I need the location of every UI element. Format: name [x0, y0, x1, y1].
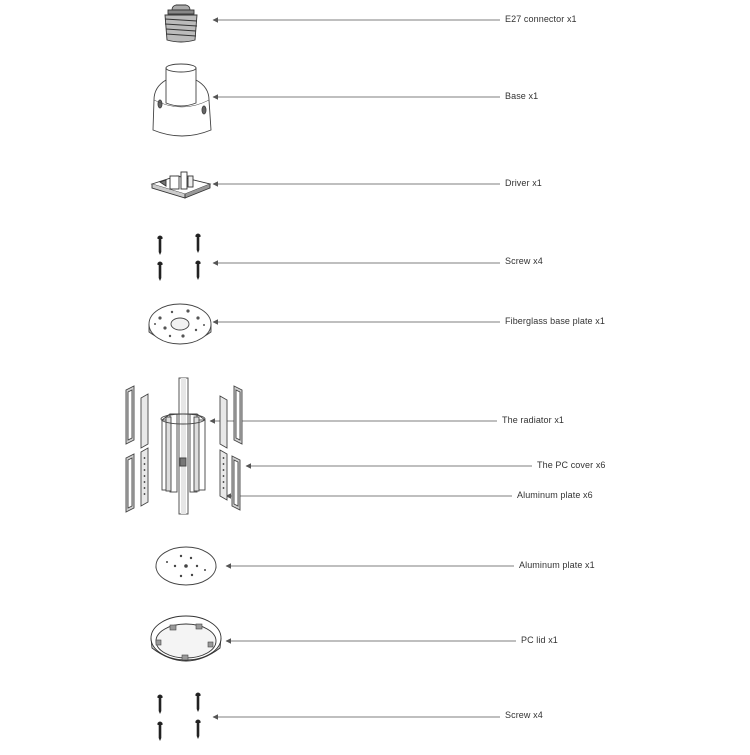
- pc-lid-part: [151, 616, 221, 661]
- e27-connector-part: [165, 5, 197, 42]
- aluminum-disc-part: [156, 547, 216, 585]
- label-e27-connector: E27 connector x1: [505, 14, 577, 24]
- label-pc-lid: PC lid x1: [521, 635, 558, 645]
- label-aluminum-plate-x1: Aluminum plate x1: [519, 560, 595, 570]
- label-pc-cover: The PC cover x6: [537, 460, 606, 470]
- fiberglass-plate-part: [149, 304, 211, 344]
- label-aluminum-plate-x6: Aluminum plate x6: [517, 490, 593, 500]
- label-radiator: The radiator x1: [502, 415, 565, 425]
- base-part: [153, 64, 211, 136]
- driver-part: [152, 172, 210, 198]
- label-screw-bottom: Screw x4: [505, 710, 543, 720]
- screws-bottom-part: [158, 693, 201, 742]
- radiator-part: [161, 378, 205, 514]
- label-fiberglass-plate: Fiberglass base plate x1: [505, 316, 605, 326]
- label-driver: Driver x1: [505, 178, 542, 188]
- label-screw-top: Screw x4: [505, 256, 543, 266]
- label-base: Base x1: [505, 91, 539, 101]
- leader-lines: [210, 20, 532, 717]
- screws-top-part: [158, 234, 201, 282]
